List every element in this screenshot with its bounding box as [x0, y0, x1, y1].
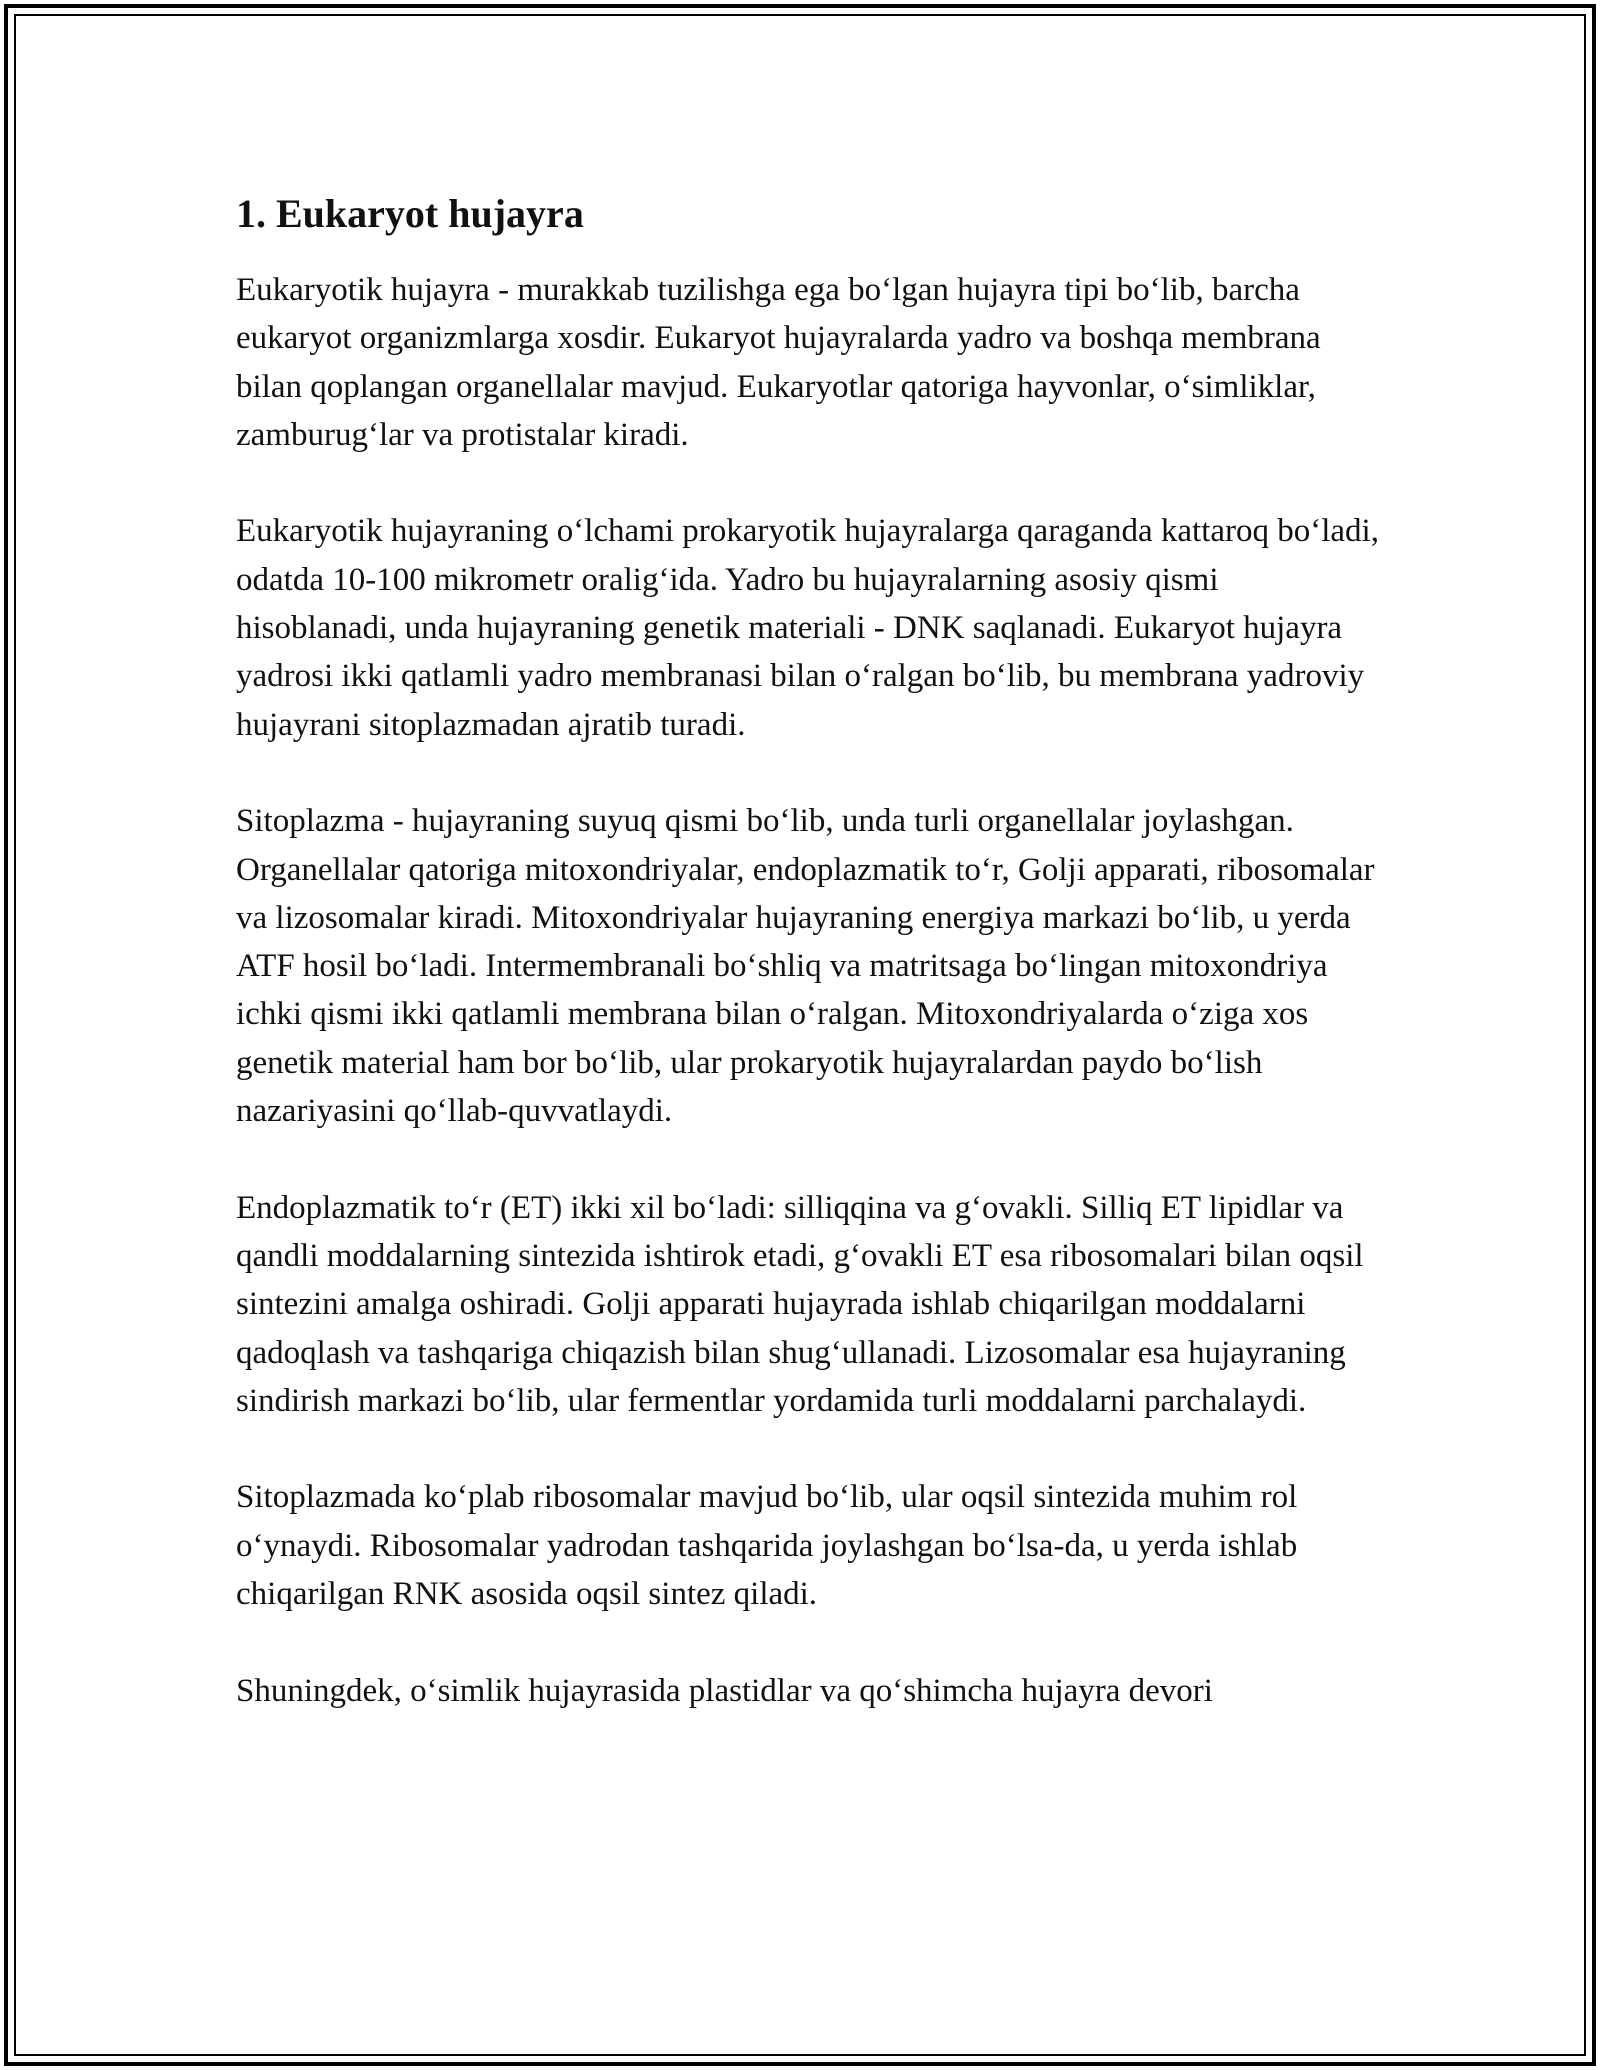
paragraph-endoplasmic-reticulum: Endoplazmatik to‘r (ET) ikki xil bo‘ladi: silliqqina va g‘ovakli. Silliq ET lipidlar va qandli moddalarning sintezida ishtirok etadi, g‘ovakli ET esa ribosomalari bilan oqsil sintezini amalga oshiradi. Golji apparati hujayrada ishlab chiqarilgan moddalarni qadoqlash va tashqariga chiqazish bilan shug‘ullanadi. Lizosomalar esa hujayraning sindirish markazi bo‘lib, ular fermentlar yordamida turli moddalarni parchalaydi. [236, 1189, 1364, 1419]
section-heading: 1. Eukaryot hujayra [236, 191, 584, 236]
paragraph-ribosomes: Sitoplazmada ko‘plab ribosomalar mavjud bo‘lib, ular oqsil sintezida muhim rol o‘ynaydi. Ribosomalar yadrodan tashqarida joylashgan bo‘lsa-da, u yerda ishlab chiqarilgan RNK asosida oqsil sintez qiladi. [236, 1479, 1298, 1613]
paragraph-cell-size-nucleus: Eukaryotik hujayraning o‘lchami prokaryotik hujayralarga qaraganda kattaroq bo‘ladi, odatda 10-100 mikrometr oralig‘ida. Yadro bu hujayralarning asosiy qismi hisoblanadi, unda hujayraning genetik materiali - DNK saqlanadi. Eukaryot hujayra yadrosi ikki qatlamli yadro membranasi bilan o‘ralgan bo‘lib, bu membrana yadroviy hujayrani sitoplazmadan ajratib turadi. [236, 513, 1379, 743]
paragraph-eukaryotic-cell: Eukaryotik hujayra - murakkab tuzilishga ega bo‘lgan hujayra tipi bo‘lib, barcha eukaryot organizmlarga xosdir. Eukaryot hujayralarda yadro va boshqa membrana bilan qoplangan organellalar mavjud. Eukaryotlar qatoriga hayvonlar, o‘simliklar, zamburug‘lar va protistalar kiradi. [236, 272, 1321, 453]
paragraph-cytoplasm-organelles: Sitoplazma - hujayraning suyuq qismi bo‘lib, unda turli organellalar joylashgan. Organellalar qatoriga mitoxondriyalar, endoplazmatik to‘r, Golji apparati, ribosomalar va lizosomalar kiradi. Mitoxondriyalar hujayraning energiya markazi bo‘lib, u yerda ATF hosil bo‘ladi. Intermembranali bo‘shliq va matritsaga bo‘lingan mitoxondriya ichki qismi ikki qatlamli membrana bilan o‘ralgan. Mitoxondriyalarda o‘ziga xos genetik material ham bor bo‘lib, ular prokaryotik hujayralardan paydo bo‘lish nazariyasini qo‘llab-quvvatlaydi. [236, 803, 1375, 1130]
document-body [236, 186, 1386, 1763]
paragraph-plant-cell: Shuningdek, o‘simlik hujayrasida plastidlar va qo‘shimcha hujayra devori [236, 1672, 1213, 1709]
